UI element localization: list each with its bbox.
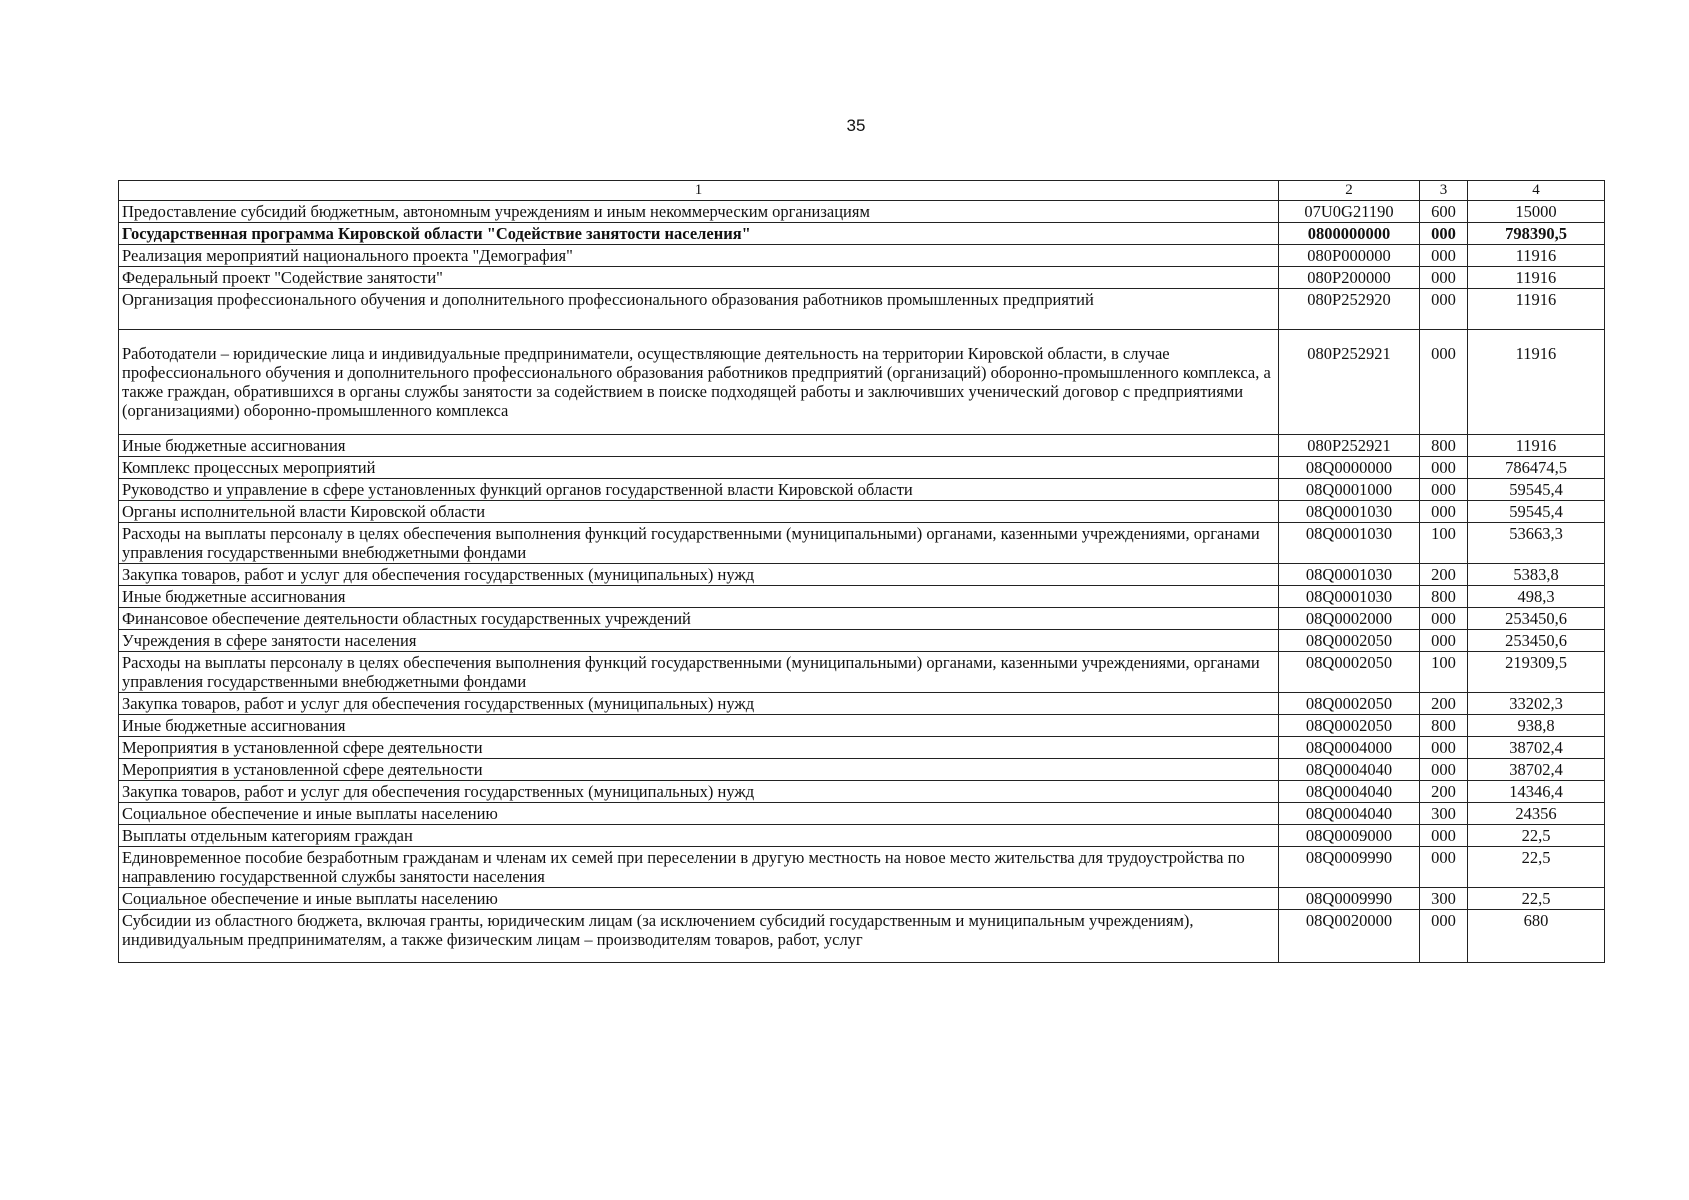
row-code-cell: 080P252921	[1279, 435, 1420, 457]
row-code-cell: 08Q0009990	[1279, 847, 1420, 888]
table-row	[119, 693, 1605, 715]
row-code-cell: 08Q0002050	[1279, 693, 1420, 715]
table-row	[119, 523, 1605, 564]
table-row	[119, 223, 1605, 245]
row-name-cell: Расходы на выплаты персоналу в целях обеспечения выполнения функций государственными (муниципальными) органами, казенными учреждениями, органами управления государственными внебюджетными фондами	[119, 523, 1279, 564]
table-row	[119, 781, 1605, 803]
row-kvr-cell: 000	[1420, 479, 1468, 501]
row-kvr-cell: 000	[1420, 245, 1468, 267]
table-row	[119, 479, 1605, 501]
row-code-cell: 08Q0020000	[1279, 910, 1420, 963]
row-kvr-cell: 000	[1420, 289, 1468, 330]
row-code-cell: 08Q0001030	[1279, 523, 1420, 564]
row-name-cell: Реализация мероприятий национального проекта "Демография"	[119, 245, 1279, 267]
row-sum-cell: 786474,5	[1468, 457, 1605, 479]
row-kvr-cell: 100	[1420, 652, 1468, 693]
budget-table	[118, 180, 1605, 963]
row-sum-cell: 498,3	[1468, 586, 1605, 608]
row-kvr-cell: 000	[1420, 267, 1468, 289]
table-row	[119, 715, 1605, 737]
row-sum-cell: 53663,3	[1468, 523, 1605, 564]
row-sum-cell: 11916	[1468, 289, 1605, 330]
row-sum-cell: 33202,3	[1468, 693, 1605, 715]
row-code-cell: 07U0G21190	[1279, 201, 1420, 223]
row-kvr-cell: 000	[1420, 910, 1468, 963]
row-kvr-cell: 800	[1420, 586, 1468, 608]
row-sum-cell: 22,5	[1468, 825, 1605, 847]
table-row	[119, 435, 1605, 457]
row-sum-cell: 14346,4	[1468, 781, 1605, 803]
row-code-cell: 08Q0004040	[1279, 803, 1420, 825]
header-col-1: 1	[119, 181, 1279, 201]
row-kvr-cell: 000	[1420, 737, 1468, 759]
row-code-cell: 08Q0002050	[1279, 630, 1420, 652]
row-name-cell: Руководство и управление в сфере установленных функций органов государственной власти Кировской области	[119, 479, 1279, 501]
table-row	[119, 457, 1605, 479]
row-sum-cell: 253450,6	[1468, 630, 1605, 652]
row-sum-cell: 15000	[1468, 201, 1605, 223]
table-row	[119, 201, 1605, 223]
row-code-cell: 08Q0002000	[1279, 608, 1420, 630]
row-name-cell: Социальное обеспечение и иные выплаты населению	[119, 803, 1279, 825]
row-kvr-cell: 000	[1420, 608, 1468, 630]
table-row	[119, 586, 1605, 608]
row-kvr-cell: 800	[1420, 435, 1468, 457]
row-sum-cell: 22,5	[1468, 847, 1605, 888]
row-name-cell: Единовременное пособие безработным гражданам и членам их семей при переселении в другую местность на новое место жительства для трудоустройства по направлению государственной службы занятости населения	[119, 847, 1279, 888]
row-kvr-cell: 100	[1420, 523, 1468, 564]
table-row	[119, 652, 1605, 693]
row-code-cell: 08Q0002050	[1279, 652, 1420, 693]
row-code-cell: 0800000000	[1279, 223, 1420, 245]
table-row	[119, 564, 1605, 586]
table-row	[119, 737, 1605, 759]
row-name-cell: Закупка товаров, работ и услуг для обеспечения государственных (муниципальных) нужд	[119, 564, 1279, 586]
table-row	[119, 759, 1605, 781]
header-row	[119, 181, 1605, 201]
row-sum-cell: 38702,4	[1468, 759, 1605, 781]
row-name-cell: Мероприятия в установленной сфере деятельности	[119, 759, 1279, 781]
page-number: 35	[846, 116, 866, 135]
row-name-cell: Закупка товаров, работ и услуг для обеспечения государственных (муниципальных) нужд	[119, 781, 1279, 803]
table-row	[119, 289, 1605, 330]
table-row	[119, 330, 1605, 435]
row-sum-cell: 798390,5	[1468, 223, 1605, 245]
row-name-cell: Предоставление субсидий бюджетным, автономным учреждениям и иным некоммерческим организациям	[119, 201, 1279, 223]
row-kvr-cell: 200	[1420, 693, 1468, 715]
row-kvr-cell: 000	[1420, 223, 1468, 245]
row-code-cell: 08Q0002050	[1279, 715, 1420, 737]
row-code-cell: 08Q0004000	[1279, 737, 1420, 759]
header-col-3: 3	[1420, 181, 1468, 201]
row-sum-cell: 24356	[1468, 803, 1605, 825]
row-sum-cell: 11916	[1468, 267, 1605, 289]
row-name-cell: Иные бюджетные ассигнования	[119, 586, 1279, 608]
row-name-cell: Социальное обеспечение и иные выплаты населению	[119, 888, 1279, 910]
row-kvr-cell: 000	[1420, 501, 1468, 523]
row-name-cell: Организация профессионального обучения и дополнительного профессионального образования работников промышленных предприятий	[119, 289, 1279, 330]
header-col-2: 2	[1279, 181, 1420, 201]
row-kvr-cell: 300	[1420, 888, 1468, 910]
row-code-cell: 080P252920	[1279, 289, 1420, 330]
row-kvr-cell: 000	[1420, 457, 1468, 479]
row-name-cell: Федеральный проект "Содействие занятости"	[119, 267, 1279, 289]
row-name-cell: Расходы на выплаты персоналу в целях обеспечения выполнения функций государственными (муниципальными) органами, казенными учреждениями, органами управления государственными внебюджетными фондами	[119, 652, 1279, 693]
row-name-cell: Комплекс процессных мероприятий	[119, 457, 1279, 479]
row-code-cell: 080P200000	[1279, 267, 1420, 289]
row-code-cell: 08Q0001030	[1279, 564, 1420, 586]
row-kvr-cell: 000	[1420, 630, 1468, 652]
row-kvr-cell: 000	[1420, 847, 1468, 888]
row-name-cell: Иные бюджетные ассигнования	[119, 715, 1279, 737]
row-sum-cell: 22,5	[1468, 888, 1605, 910]
header-col-4: 4	[1468, 181, 1605, 201]
table-row	[119, 501, 1605, 523]
row-code-cell: 08Q0001000	[1279, 479, 1420, 501]
row-kvr-cell: 200	[1420, 564, 1468, 586]
table-body	[119, 201, 1605, 963]
row-code-cell: 08Q0009990	[1279, 888, 1420, 910]
row-sum-cell: 5383,8	[1468, 564, 1605, 586]
row-sum-cell: 11916	[1468, 435, 1605, 457]
row-sum-cell: 11916	[1468, 245, 1605, 267]
row-sum-cell: 680	[1468, 910, 1605, 963]
table-row	[119, 825, 1605, 847]
row-sum-cell: 59545,4	[1468, 479, 1605, 501]
row-name-cell: Выплаты отдельным категориям граждан	[119, 825, 1279, 847]
row-kvr-cell: 800	[1420, 715, 1468, 737]
row-kvr-cell: 600	[1420, 201, 1468, 223]
row-sum-cell: 219309,5	[1468, 652, 1605, 693]
table-row	[119, 608, 1605, 630]
row-kvr-cell: 000	[1420, 330, 1468, 435]
row-code-cell: 08Q0000000	[1279, 457, 1420, 479]
row-name-cell: Иные бюджетные ассигнования	[119, 435, 1279, 457]
row-kvr-cell: 000	[1420, 759, 1468, 781]
row-sum-cell: 59545,4	[1468, 501, 1605, 523]
table-row	[119, 803, 1605, 825]
row-sum-cell: 938,8	[1468, 715, 1605, 737]
row-sum-cell: 253450,6	[1468, 608, 1605, 630]
table-row	[119, 630, 1605, 652]
row-code-cell: 08Q0004040	[1279, 759, 1420, 781]
row-sum-cell: 11916	[1468, 330, 1605, 435]
row-name-cell: Субсидии из областного бюджета, включая гранты, юридическим лицам (за исключением субсидий государственным и муниципальным учреждениям), индивидуальным предпринимателям, а также физическим лицам – производителям товаров, работ, услуг	[119, 910, 1279, 963]
table-row	[119, 847, 1605, 888]
row-kvr-cell: 000	[1420, 825, 1468, 847]
row-code-cell: 080P252921	[1279, 330, 1420, 435]
table-row	[119, 910, 1605, 963]
row-code-cell: 08Q0001030	[1279, 501, 1420, 523]
row-code-cell: 080P000000	[1279, 245, 1420, 267]
row-name-cell: Органы исполнительной власти Кировской области	[119, 501, 1279, 523]
table-row	[119, 888, 1605, 910]
row-name-cell: Государственная программа Кировской области "Содействие занятости населения"	[119, 223, 1279, 245]
table-row	[119, 267, 1605, 289]
row-name-cell: Работодатели – юридические лица и индивидуальные предприниматели, осуществляющие деятельность на территории Кировской области, в случае профессионального обучения и дополнительного профессионального образования работников предприятий (организаций) оборонно-промышленного комплекса, а также граждан, обратившихся в органы службы занятости за содействием в поиске подходящей работы и заключивших ученический договор с предприятиями (организациями) оборонно-промышленного комплекса	[119, 330, 1279, 435]
row-name-cell: Учреждения в сфере занятости населения	[119, 630, 1279, 652]
row-name-cell: Мероприятия в установленной сфере деятельности	[119, 737, 1279, 759]
row-code-cell: 08Q0001030	[1279, 586, 1420, 608]
row-name-cell: Финансовое обеспечение деятельности областных государственных учреждений	[119, 608, 1279, 630]
row-name-cell: Закупка товаров, работ и услуг для обеспечения государственных (муниципальных) нужд	[119, 693, 1279, 715]
table-row	[119, 245, 1605, 267]
row-code-cell: 08Q0004040	[1279, 781, 1420, 803]
row-sum-cell: 38702,4	[1468, 737, 1605, 759]
row-kvr-cell: 200	[1420, 781, 1468, 803]
row-kvr-cell: 300	[1420, 803, 1468, 825]
row-code-cell: 08Q0009000	[1279, 825, 1420, 847]
